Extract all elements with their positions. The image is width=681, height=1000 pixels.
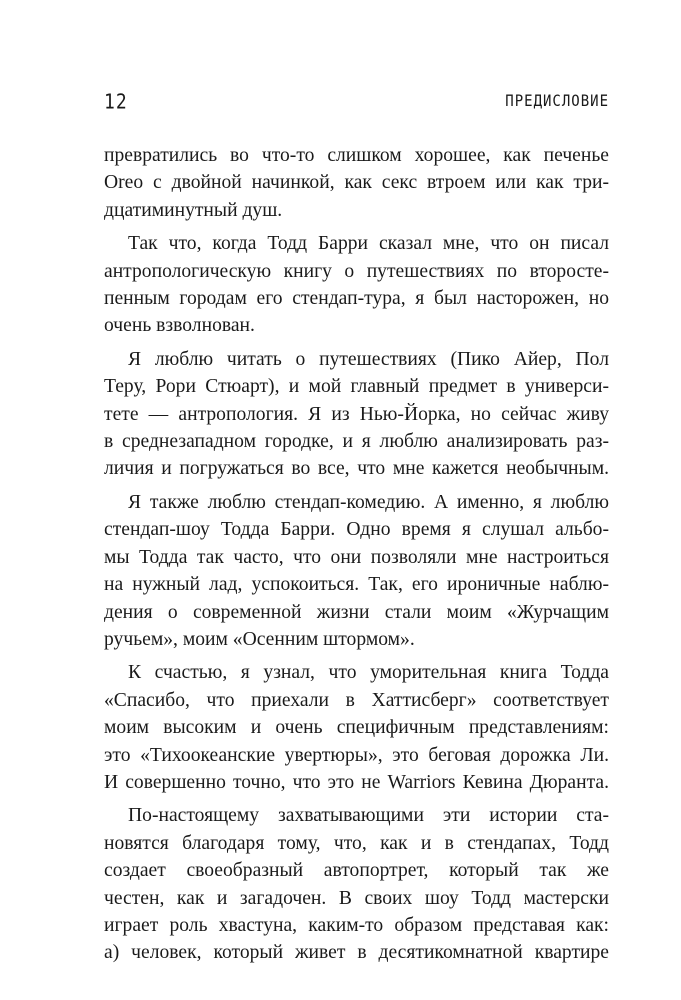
- text-line: По-настоящему захватывающими эти истории ста-: [128, 805, 609, 827]
- text-line: новятся благодаря тому, что, как и в стендапах, Тодд: [104, 832, 609, 854]
- text-line: играет роль хвастуна, каким-то образом представая как:: [104, 914, 609, 936]
- text-line: это «Тихоокеанские увертюры», это беговая дорожка Ли.: [104, 744, 609, 766]
- page-number: 12: [104, 90, 128, 115]
- text-line: пенным городам его стендап-тура, я был насторожен, но: [104, 288, 609, 310]
- text-line: в среднезападном городке, и я люблю анализировать раз-: [104, 431, 609, 453]
- text-line: создает своеобразный автопортрет, который так же: [104, 860, 609, 882]
- text-line: Oreo с двойной начинкой, как секс втроем или как три-: [104, 172, 609, 194]
- paragraph: [104, 230, 609, 340]
- paragraph: [104, 802, 609, 966]
- body-text: [104, 142, 609, 973]
- running-head: [104, 90, 609, 114]
- text-line: личия и погружаться во все, что мне кажется необычным.: [104, 458, 609, 480]
- text-line: превратились во что-то слишком хорошее, как печенье: [104, 145, 609, 166]
- text-line: дения о современной жизни стали моим «Журчащим: [104, 601, 609, 623]
- text-line: Я также люблю стендап-комедию. А именно, я люблю: [128, 491, 609, 513]
- paragraph: [104, 489, 609, 653]
- text-line: ручьем», моим «Осенним штормом».: [104, 628, 415, 650]
- paragraph: [104, 659, 609, 796]
- text-line: моим высоким и очень специфичным представлениям:: [104, 717, 609, 739]
- text-line: честен, как и загадочен. В своих шоу Тодд мастерски: [104, 887, 609, 909]
- text-line: дцатиминутный душ.: [104, 199, 283, 221]
- text-line: очень взволнован.: [104, 315, 255, 337]
- paragraph: [104, 346, 609, 483]
- text-line: «Спасибо, что приехали в Хаттисберг» соответствует: [104, 689, 609, 711]
- text-line: И совершенно точно, что это не Warriors Кевина Дюранта.: [104, 771, 609, 793]
- text-line: Теру, Рори Стюарт), и мой главный предмет в универси-: [104, 376, 609, 398]
- text-line: стендап-шоу Тодда Барри. Одно время я слушал альбо-: [104, 519, 609, 541]
- text-line: антропологическую книгу о путешествиях по второсте-: [104, 260, 609, 282]
- text-line: Так что, когда Тодд Барри сказал мне, что он писал: [128, 233, 609, 255]
- text-line: мы Тодда так часто, что они позволяли мне настроиться: [104, 546, 609, 568]
- text-line: К счастью, я узнал, что уморительная книга Тодда: [128, 662, 609, 684]
- section-title: ПРЕДИСЛОВИЕ: [505, 92, 609, 111]
- text-line: на нужный лад, успокоиться. Так, его ироничные наблю-: [104, 574, 609, 596]
- paragraph: [104, 142, 609, 224]
- text-line: а) человек, который живет в десятикомнатной квартире: [104, 942, 609, 964]
- text-line: Я люблю читать о путешествиях (Пико Айер, Пол: [128, 348, 609, 370]
- text-line: тете — антропология. Я из Нью-Йорка, но сейчас живу: [104, 403, 609, 425]
